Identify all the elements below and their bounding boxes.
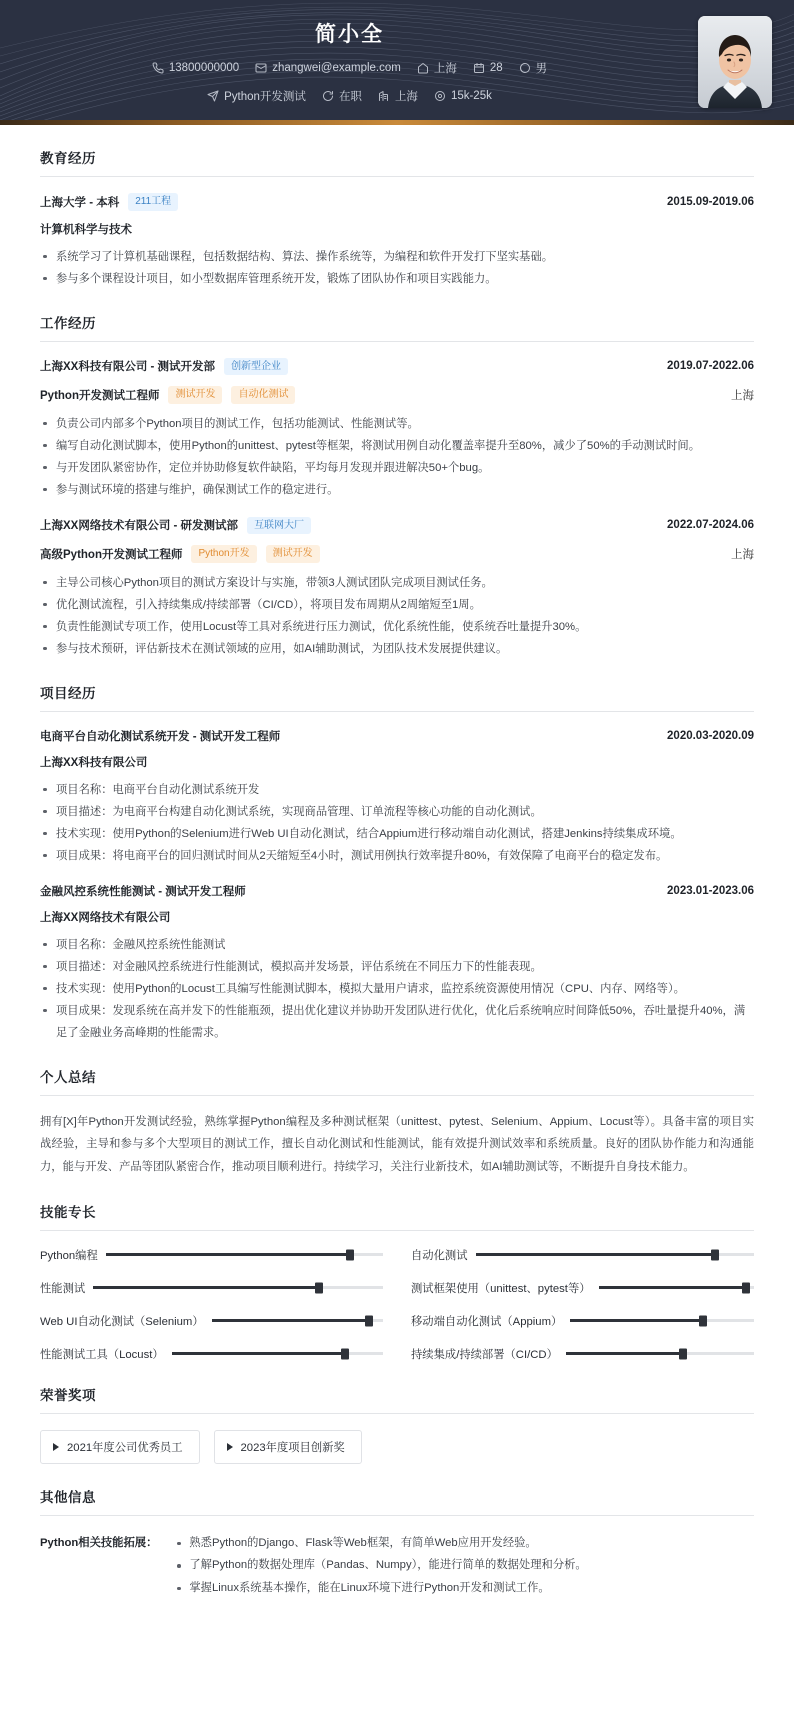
job-city-text: 上海 (394, 91, 418, 103)
work-location: 上海 (731, 548, 754, 561)
skill-label: 持续集成/持续部署（CI/CD） (411, 1348, 558, 1361)
play-triangle-icon (227, 1443, 233, 1451)
education-tag: 211工程 (128, 193, 178, 211)
project-entry-head (40, 883, 754, 899)
work-role-tag: 测试开发 (168, 386, 222, 404)
awards-list (40, 1430, 754, 1464)
award-label: 2023年度项目创新奖 (240, 1441, 345, 1454)
list-item: 参与测试环境的搭建与维护，确保测试工作的稳定进行。 (40, 479, 754, 501)
home-icon (417, 62, 429, 74)
list-item: 负责性能测试专项工作，使用Locust等工具对系统进行压力测试，优化系统性能，使系统吞吐量提升30%。 (40, 616, 754, 638)
skill-knob[interactable] (341, 1348, 349, 1359)
work-location: 上海 (731, 389, 754, 402)
list-item: 项目名称：金融风控系统性能测试 (40, 934, 754, 956)
skill-knob[interactable] (679, 1348, 687, 1359)
contact-gender-text: 男 (535, 63, 548, 75)
education-bullets (40, 246, 754, 290)
contact-age-text: 28 (489, 62, 503, 74)
education-entry (40, 193, 754, 290)
work-entry (40, 517, 754, 660)
job-status-text: 在职 (338, 91, 362, 103)
skill-slider[interactable] (172, 1352, 383, 1355)
city-icon (378, 90, 390, 102)
list-item: 与开发团队紧密协作，定位并协助修复软件缺陷，平均每月发现并跟进解决50+个bug。 (40, 457, 754, 479)
skill-knob[interactable] (365, 1315, 373, 1326)
phone-icon (152, 62, 164, 74)
section-title-work: 工作经历 (40, 312, 754, 342)
contact-row (0, 60, 699, 76)
skill-label: 性能测试工具（Locust） (40, 1348, 164, 1361)
list-item: 优化测试流程，引入持续集成/持续部署（CI/CD），将项目发布周期从2周缩短至1周。 (40, 594, 754, 616)
contact-phone-text: 13800000000 (168, 62, 240, 74)
skill-fill (566, 1352, 683, 1355)
work-entry (40, 358, 754, 501)
list-item: 掌握Linux系统基本操作，能在Linux环境下进行Python开发和测试工作。 (175, 1577, 754, 1600)
other-info-list (157, 1532, 754, 1600)
skill-fill (599, 1286, 747, 1289)
list-item: 熟悉Python的Django、Flask等Web框架，有简单Web应用开发经验。 (175, 1532, 754, 1555)
skill-knob[interactable] (742, 1282, 750, 1293)
award-label: 2021年度公司优秀员工 (67, 1441, 183, 1454)
skill-knob[interactable] (711, 1249, 719, 1260)
section-awards (40, 1384, 754, 1464)
contact-gender (519, 60, 548, 76)
work-role: 高级Python开发测试工程师 (40, 548, 183, 561)
avatar (698, 16, 772, 108)
skill-slider[interactable] (106, 1253, 383, 1256)
skill-slider[interactable] (93, 1286, 383, 1289)
skill-label: 自动化测试 (411, 1249, 468, 1262)
project-entry (40, 728, 754, 867)
page-title: 简小全 (315, 23, 384, 46)
list-item: 了解Python的数据处理库（Pandas、Numpy），能进行简单的数据处理和分析。 (175, 1554, 754, 1577)
project-entry (40, 883, 754, 1044)
work-bullets (40, 572, 754, 660)
skills-grid (40, 1247, 754, 1362)
list-item: 项目成果：将电商平台的回归测试时间从2天缩短至4小时，测试用例执行效率提升80%，有效保障了电商平台的稳定发布。 (40, 845, 754, 867)
skill-slider[interactable] (476, 1253, 755, 1256)
section-other-info (40, 1486, 754, 1600)
contact-hometown (417, 60, 457, 76)
contact-phone (152, 62, 239, 74)
project-name: 电商平台自动化测试系统开发 - 测试开发工程师 (40, 730, 281, 743)
summary-text: 拥有[X]年Python开发测试经验，熟练掌握Python编程及多种测试框架（unittest、pytest、Selenium、Appium、Locust等）。具备丰富的项目实战经验，主导和参与多个大型项目的测试工作，擅长自动化测试和性能测试，能有效提升测试效率和系统质量。良好的团队协作能力和沟通能力，能与开发、产品等团队紧密合作，推动项目顺利进行。持续学习，关注行业新技术，如AI辅助测试等，不断提升自身技术能力。 (40, 1115, 754, 1173)
salary-icon (434, 90, 446, 102)
skill-row (40, 1346, 383, 1362)
education-school: 上海大学 - 本科 (40, 196, 120, 209)
section-education (40, 147, 754, 290)
contact-age (473, 62, 503, 74)
work-role-tag: 自动化测试 (231, 386, 295, 404)
project-company: 上海XX科技有限公司 (40, 756, 148, 769)
work-role-tag: 测试开发 (266, 545, 320, 563)
skill-fill (93, 1286, 319, 1289)
contact-email (255, 62, 401, 74)
job-status (322, 88, 362, 104)
skill-fill (172, 1352, 345, 1355)
skill-label: Web UI自动化测试（Selenium） (40, 1315, 204, 1328)
job-salary-text: 15k-25k (450, 90, 492, 102)
list-item: 参与技术预研，评估新技术在测试领域的应用，如AI辅助测试，为团队技术发展提供建议。 (40, 638, 754, 660)
section-title-other-info: 其他信息 (40, 1486, 754, 1516)
list-item: 系统学习了计算机基础课程，包括数据结构、算法、操作系统等，为编程和软件开发打下坚实基础。 (40, 246, 754, 268)
paper-plane-icon (207, 90, 219, 102)
section-title-summary: 个人总结 (40, 1066, 754, 1096)
list-item: 参与多个课程设计项目，如小型数据库管理系统开发，锻炼了团队协作和项目实践能力。 (40, 268, 754, 290)
skill-knob[interactable] (699, 1315, 707, 1326)
work-company: 上海XX科技有限公司 - 测试开发部 (40, 361, 216, 374)
skill-slider[interactable] (570, 1319, 754, 1322)
skill-slider[interactable] (566, 1352, 754, 1355)
list-item: 技术实现：使用Python的Locust工具编写性能测试脚本，模拟大量用户请求，监控系统资源使用情况（CPU、内存、网络等）。 (40, 978, 754, 1000)
section-summary (40, 1066, 754, 1179)
section-projects (40, 682, 754, 1044)
list-item: 项目名称：电商平台自动化测试系统开发 (40, 779, 754, 801)
award-item[interactable] (214, 1430, 362, 1464)
resume-body (0, 147, 794, 1625)
work-company-tag: 互联网大厂 (247, 517, 311, 535)
skill-label: 移动端自动化测试（Appium） (411, 1315, 563, 1328)
section-skills (40, 1201, 754, 1362)
award-item[interactable] (40, 1430, 200, 1464)
skill-label: Python编程 (40, 1249, 98, 1262)
work-role-tag: Python开发 (191, 545, 256, 563)
list-item: 编写自动化测试脚本，使用Python的unittest、pytest等框架，将测试用例自动化覆盖率提升至80%，减少了50%的手动测试时间。 (40, 435, 754, 457)
skill-row (411, 1346, 754, 1362)
work-company-tag: 创新型企业 (224, 358, 288, 376)
project-company: 上海XX网络技术有限公司 (40, 911, 171, 924)
list-item: 项目成果：发现系统在高并发下的性能瓶颈，提出优化建议并协助开发团队进行优化，优化后系统响应时间降低50%，吞吐量提升40%，满足了金融业务高峰期的性能需求。 (40, 1000, 754, 1044)
skill-knob[interactable] (315, 1282, 323, 1293)
work-role-row (40, 386, 754, 404)
work-role: Python开发测试工程师 (40, 389, 160, 402)
skill-row (40, 1313, 383, 1329)
work-date: 2022.07-2024.06 (667, 519, 754, 532)
status-icon (322, 90, 334, 102)
skill-row (40, 1247, 383, 1263)
skill-slider[interactable] (212, 1319, 383, 1322)
skill-fill (212, 1319, 370, 1322)
skill-row (411, 1247, 754, 1263)
job-salary (434, 90, 492, 102)
gender-icon (519, 62, 531, 74)
work-entry-head (40, 517, 754, 535)
work-company: 上海XX网络技术有限公司 - 研发测试部 (40, 520, 239, 533)
other-info-label: Python相关技能拓展： (40, 1536, 158, 1549)
list-item: 项目描述：为电商平台构建自动化测试系统，实现商品管理、订单流程等核心功能的自动化测试。 (40, 801, 754, 823)
skill-label: 性能测试 (40, 1282, 86, 1295)
work-bullets (40, 413, 754, 501)
project-date: 2023.01-2023.06 (667, 884, 754, 897)
skill-fill (570, 1319, 702, 1322)
skill-fill (106, 1253, 350, 1256)
contact-hometown-text: 上海 (433, 63, 457, 75)
resume-header (0, 0, 794, 125)
skill-row (411, 1280, 754, 1296)
skill-row (40, 1280, 383, 1296)
work-role-row (40, 545, 754, 563)
education-date: 2015.09-2019.06 (667, 195, 754, 208)
contact-email-text: zhangwei@example.com (272, 62, 401, 74)
job-intent-row (0, 88, 699, 104)
mail-icon (255, 62, 267, 74)
skill-fill (476, 1253, 716, 1256)
project-name: 金融风控系统性能测试 - 测试开发工程师 (40, 885, 246, 898)
section-work (40, 312, 754, 660)
project-date: 2020.03-2020.09 (667, 729, 754, 742)
list-item: 技术实现：使用Python的Selenium进行Web UI自动化测试，结合Appium进行移动端自动化测试，搭建Jenkins持续集成环境。 (40, 823, 754, 845)
job-position-text: Python开发测试 (224, 91, 306, 103)
calendar-icon (473, 62, 485, 74)
play-triangle-icon (53, 1443, 59, 1451)
project-entry-head (40, 728, 754, 744)
job-city (378, 88, 418, 104)
section-title-skills: 技能专长 (40, 1201, 754, 1231)
skill-knob[interactable] (346, 1249, 354, 1260)
list-item: 项目描述：对金融风控系统进行性能测试，模拟高并发场景，评估系统在不同压力下的性能表现。 (40, 956, 754, 978)
work-date: 2019.07-2022.06 (667, 360, 754, 373)
section-title-projects: 项目经历 (40, 682, 754, 712)
list-item: 主导公司核心Python项目的测试方案设计与实施，带领3人测试团队完成项目测试任务。 (40, 572, 754, 594)
project-bullets (40, 779, 754, 867)
list-item: 负责公司内部多个Python项目的测试工作，包括功能测试、性能测试等。 (40, 413, 754, 435)
job-position (207, 88, 306, 104)
other-info-row (40, 1532, 754, 1600)
skill-label: 测试框架使用（unittest、pytest等） (411, 1282, 591, 1295)
section-title-education: 教育经历 (40, 147, 754, 177)
skill-slider[interactable] (599, 1286, 754, 1289)
header-accent-bar (0, 120, 794, 125)
section-title-awards: 荣誉奖项 (40, 1384, 754, 1414)
project-bullets (40, 934, 754, 1044)
work-entry-head (40, 358, 754, 376)
education-entry-head (40, 193, 754, 211)
education-major: 计算机科学与技术 (40, 223, 132, 236)
skill-row (411, 1313, 754, 1329)
